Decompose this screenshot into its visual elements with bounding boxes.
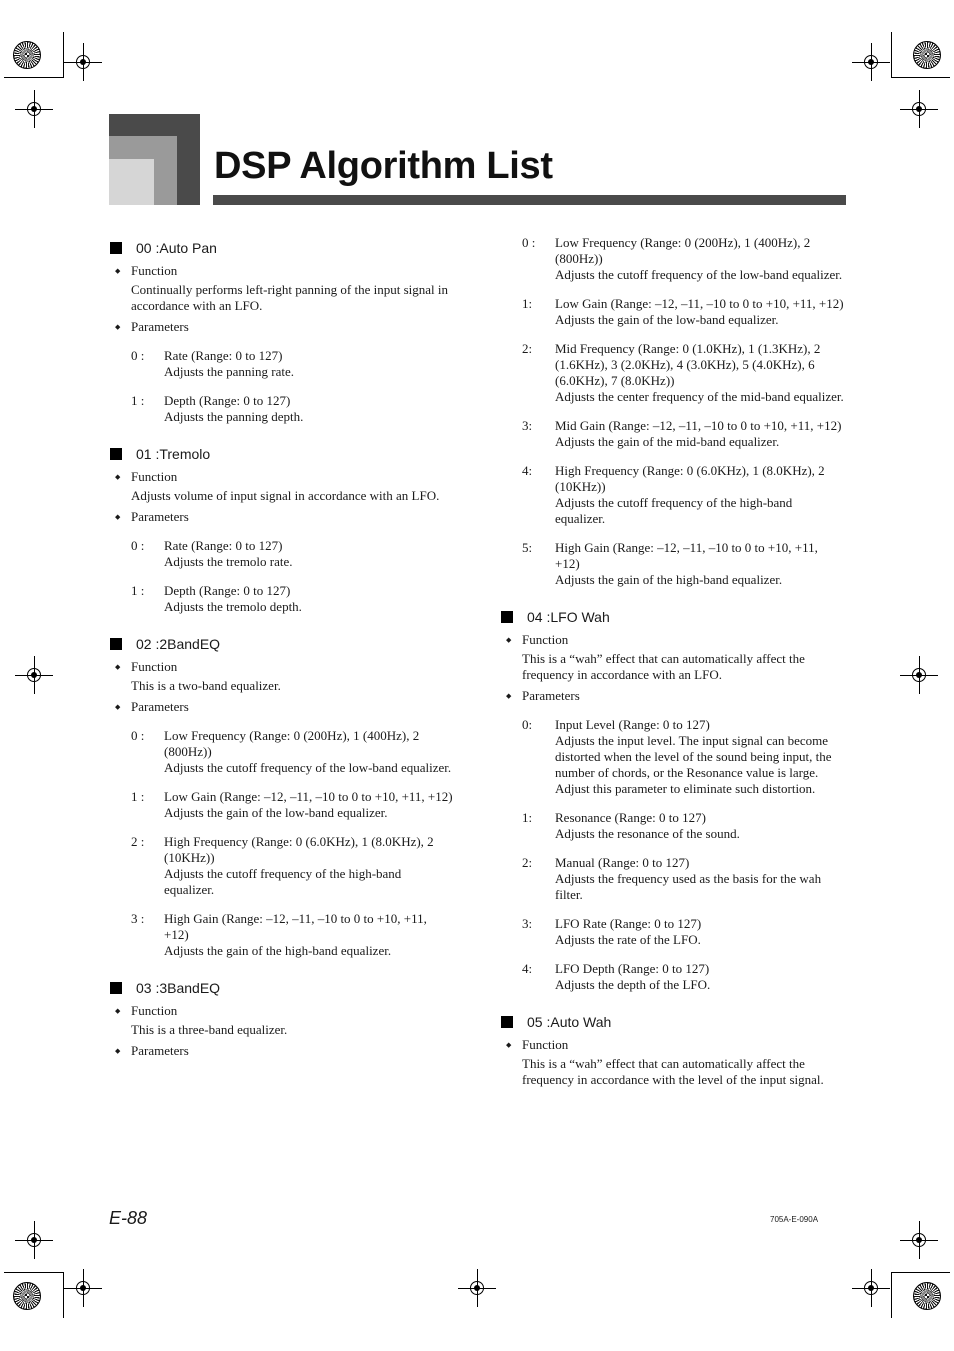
crosshair-icon: [468, 1279, 486, 1297]
left-column: [109, 238, 454, 1059]
parameter-item: 1 : Depth (Range: 0 to 127) Adjusts the panning depth.: [131, 393, 304, 424]
parameter-list: [500, 717, 845, 993]
page-title: DSP Algorithm List: [214, 145, 553, 187]
parameters-label: ◆ Parameters: [109, 699, 454, 715]
crosshair-icon: [910, 666, 928, 684]
right-column: [500, 235, 845, 1088]
parameter-item: 0 : Rate (Range: 0 to 127) Adjusts the panning rate.: [131, 348, 294, 379]
parameters-label: ◆ Parameters: [500, 688, 845, 704]
crosshair-icon: [862, 53, 880, 71]
parameter-item: 3: Mid Gain (Range: –12, –11, –10 to 0 to +10, +11, +12) Adjusts the gain of the mid-band equalizer.: [522, 418, 842, 449]
crosshair-icon: [910, 1231, 928, 1249]
parameter-item: 4: High Frequency (Range: 0 (6.0KHz), 1 (8.0KHz), 2 (10KHz)) Adjusts the cutoff frequency of the high-band equalizer.: [522, 463, 825, 526]
square-bullet-icon: [501, 1016, 513, 1028]
parameters-label: ◆ Parameters: [109, 509, 454, 525]
parameters-label: ◆ Parameters: [109, 319, 454, 335]
parameter-list: [109, 728, 454, 959]
parameter-item: 2: Mid Frequency (Range: 0 (1.0KHz), 1 (1.3KHz), 2 (1.6KHz), 3 (2.0KHz), 4 (3.0KHz), 5 (4.0KHz), 6 (6.0KHz), 7 (8.0KHz)) Adjusts the center frequency of the mid-band equalizer.: [522, 341, 844, 404]
function-text: This is a two-band equalizer.: [131, 678, 281, 693]
section-heading: 01 :Tremolo: [109, 444, 454, 464]
parameter-item: 1: Resonance (Range: 0 to 127) Adjusts the resonance of the sound.: [522, 810, 740, 841]
function-label: ◆ Function: [109, 469, 454, 485]
page-number: E-88: [109, 1208, 148, 1228]
function-label: ◆ Function: [109, 659, 454, 675]
header-decoration: [109, 159, 154, 205]
section-heading: 05 :Auto Wah: [500, 1012, 845, 1032]
registration-star-icon: [913, 1282, 941, 1310]
parameter-item: 1: Low Gain (Range: –12, –11, –10 to 0 to +10, +11, +12) Adjusts the gain of the low-band equalizer.: [522, 296, 844, 327]
registration-star-icon: [13, 41, 41, 69]
registration-star-icon: [13, 1282, 41, 1310]
document-code: 705A-E-090A: [770, 1215, 819, 1224]
parameter-item: 1 : Depth (Range: 0 to 127) Adjusts the tremolo depth.: [131, 583, 302, 614]
function-text: This is a “wah” effect that can automatically affect the frequency in accordance with the level of the input signal.: [522, 1056, 824, 1087]
parameter-item: 2 : High Frequency (Range: 0 (6.0KHz), 1 (8.0KHz), 2 (10KHz)) Adjusts the cutoff frequency of the high-band equalizer.: [131, 834, 434, 897]
crosshair-icon: [25, 1231, 43, 1249]
parameter-item: 1 : Low Gain (Range: –12, –11, –10 to 0 to +10, +11, +12) Adjusts the gain of the low-band equalizer.: [131, 789, 453, 820]
parameter-item: 0 : Low Frequency (Range: 0 (200Hz), 1 (400Hz), 2 (800Hz)) Adjusts the cutoff frequency of the low-band equalizer.: [131, 728, 452, 775]
section-heading: 03 :3BandEQ: [109, 978, 454, 998]
parameter-item: 0 : Low Frequency (Range: 0 (200Hz), 1 (400Hz), 2 (800Hz)) Adjusts the cutoff frequency of the low-band equalizer.: [522, 235, 843, 282]
parameter-list: [109, 348, 454, 425]
square-bullet-icon: [110, 448, 122, 460]
square-bullet-icon: [110, 638, 122, 650]
function-label: ◆ Function: [500, 1037, 845, 1053]
crosshair-icon: [25, 100, 43, 118]
function-label: ◆ Function: [109, 1003, 454, 1019]
function-label: ◆ Function: [500, 632, 845, 648]
parameters-label: ◆ Parameters: [109, 1043, 454, 1059]
crosshair-icon: [862, 1279, 880, 1297]
parameter-list: [109, 538, 454, 615]
function-label: ◆ Function: [109, 263, 454, 279]
square-bullet-icon: [501, 611, 513, 623]
function-text: This is a three-band equalizer.: [131, 1022, 288, 1037]
function-text: Adjusts volume of input signal in accordance with an LFO.: [131, 488, 440, 503]
parameter-item: 4: LFO Depth (Range: 0 to 127) Adjusts the depth of the LFO.: [522, 961, 711, 992]
parameter-item: 2: Manual (Range: 0 to 127) Adjusts the frequency used as the basis for the wah filter.: [522, 855, 822, 902]
crosshair-icon: [74, 53, 92, 71]
registration-star-icon: [913, 41, 941, 69]
function-text: Continually performs left-right panning of the input signal in accordance with an LFO.: [131, 282, 449, 313]
crosshair-icon: [25, 666, 43, 684]
square-bullet-icon: [110, 242, 122, 254]
section-heading: 04 :LFO Wah: [500, 607, 845, 627]
crosshair-icon: [74, 1279, 92, 1297]
crosshair-icon: [910, 100, 928, 118]
parameter-item: 0: Input Level (Range: 0 to 127) Adjusts the input level. The input signal can become distorted when the level of the sound being input, the number of chords, or the Resonance value is large. Adjust this parameter to eliminate such distortion.: [522, 717, 832, 796]
header-bar: [213, 195, 846, 205]
parameter-item: 5: High Gain (Range: –12, –11, –10 to 0 to +10, +11, +12) Adjusts the gain of the high-band equalizer.: [522, 540, 818, 587]
square-bullet-icon: [110, 982, 122, 994]
parameter-list: [500, 235, 845, 588]
section-heading: 02 :2BandEQ: [109, 634, 454, 654]
function-text: This is a “wah” effect that can automatically affect the frequency in accordance with an LFO.: [522, 651, 805, 682]
section-heading: 00 :Auto Pan: [109, 238, 454, 258]
parameter-item: 0 : Rate (Range: 0 to 127) Adjusts the tremolo rate.: [131, 538, 293, 569]
parameter-item: 3 : High Gain (Range: –12, –11, –10 to 0 to +10, +11, +12) Adjusts the gain of the high-band equalizer.: [131, 911, 427, 958]
parameter-item: 3: LFO Rate (Range: 0 to 127) Adjusts the rate of the LFO.: [522, 916, 702, 947]
